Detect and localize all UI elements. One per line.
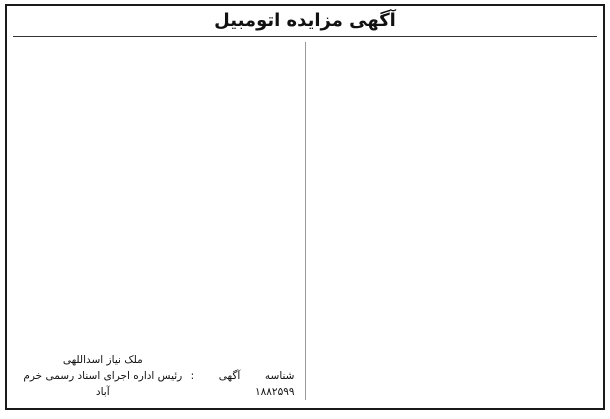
ad-number: شناسه آگهی : ۱۸۸۲۵۹۹ — [190, 370, 295, 398]
column-divider — [305, 42, 306, 400]
auction-notice — [5, 4, 605, 410]
signature-block — [15, 352, 191, 400]
left-column — [15, 42, 295, 400]
left-column-text — [15, 42, 295, 362]
notice-footer — [15, 354, 295, 400]
right-column-text — [316, 42, 596, 400]
notice-columns — [15, 42, 595, 400]
notice-title: آگهی مزایده اتومبیل — [13, 6, 597, 37]
signer-name: ملک نیاز اسداللهی — [62, 354, 143, 366]
signer-role: رئیس اداره اجرای اسناد رسمی خرم آباد — [23, 370, 183, 398]
